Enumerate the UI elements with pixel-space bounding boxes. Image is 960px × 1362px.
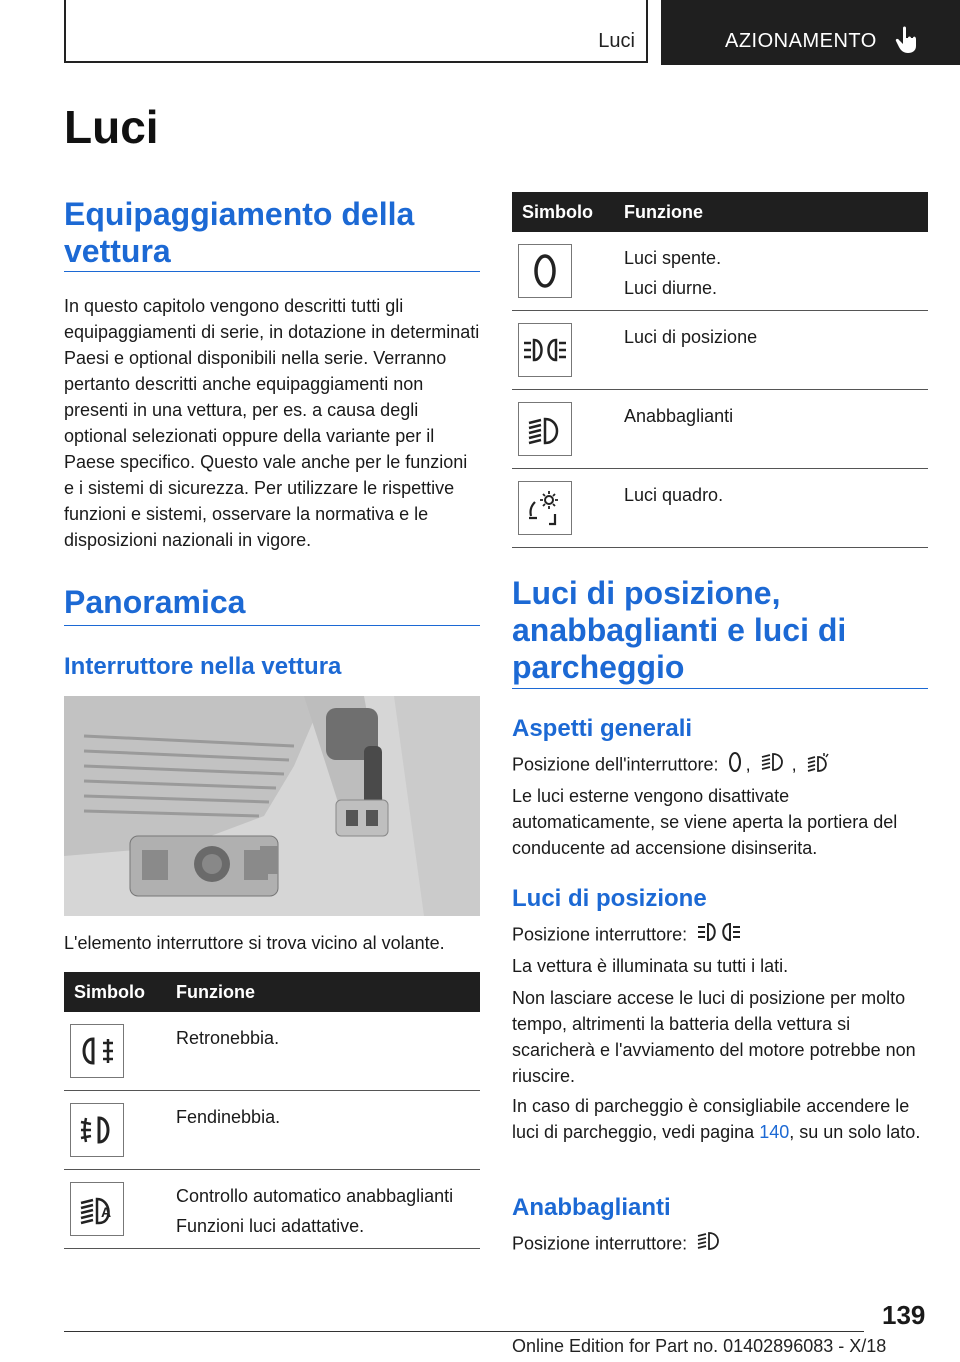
table-row [512, 311, 928, 390]
page-title: Luci [64, 101, 159, 153]
position-label: Posizione interruttore: [512, 1233, 688, 1254]
table-header-symbol: Simbolo [512, 192, 614, 232]
parking-light-icon [696, 921, 742, 950]
subheading-interruttore: Interruttore nella vettura [64, 653, 342, 680]
hand-pointer-icon [895, 26, 919, 59]
parking-position-line [512, 921, 928, 950]
zero-position-icon [728, 751, 742, 780]
low-beam-icon [760, 751, 788, 780]
position-label: Posizione interruttore: [512, 924, 688, 945]
low-beam-icon [696, 1230, 724, 1259]
heading-luci-posizione-anabbaglianti: Luci di posizione, anabbaglianti e luci di parcheggio [512, 575, 847, 685]
function-text: Luci di posizione [624, 327, 758, 347]
auto-low-beam-icon [806, 751, 832, 780]
function-text: Retronebbia. [176, 1028, 280, 1048]
parking-text-3b: , su un solo lato. [789, 1122, 921, 1142]
table-row [64, 1012, 480, 1091]
low-beam-icon [518, 402, 572, 456]
rear-fog-light-icon [70, 1024, 124, 1078]
page-number: 139 [882, 1300, 926, 1330]
heading-rule [512, 688, 928, 689]
zero-position-icon [518, 244, 572, 298]
header-chapter-label: AZIONAMENTO [725, 30, 877, 52]
table-header-function: Funzione [614, 192, 928, 232]
heading-rule [64, 271, 480, 272]
switch-panel-photo [64, 696, 480, 916]
separator: , [745, 754, 751, 775]
footer-rule [64, 1331, 864, 1332]
header-frame [64, 0, 648, 63]
table-row [512, 469, 928, 548]
table-row [64, 1091, 480, 1170]
heading-equipaggiamento: Equipaggiamento della vettura [64, 196, 415, 269]
table-row [64, 1170, 480, 1249]
parking-text-3a: In caso di parcheggio è consigliabile accendere le luci di parcheggio, vedi pagina [512, 1096, 910, 1142]
function-text: Luci diurne. [624, 278, 718, 298]
header-section-title: Luci [598, 30, 635, 52]
parking-text-2: Non lasciare accese le luci di posizione per molto tempo, altrimenti la batteria della vettura si scaricherà e l'avviamento del motore potrebbe non riuscire. [512, 988, 916, 1086]
page-reference-link[interactable]: 140 [759, 1122, 790, 1142]
position-label: Posizione dell'interruttore: [512, 754, 719, 775]
function-text: Funzioni luci adattative. [176, 1216, 365, 1236]
auto-low-beam-icon [70, 1182, 124, 1236]
function-text: Anabbaglianti [624, 406, 734, 426]
front-fog-light-icon [70, 1103, 124, 1157]
heading-panoramica: Panoramica [64, 584, 246, 620]
symbol-table-right [512, 192, 928, 548]
parking-light-icon [518, 323, 572, 377]
general-paragraph: Le luci esterne vengono disattivate automaticamente, se viene aperta la portiera del conducente ad accensione disinserita. [512, 786, 898, 858]
lowbeam-position-line [512, 1230, 928, 1259]
header-chapter-tab[interactable] [661, 0, 960, 65]
function-text: Luci quadro. [624, 485, 724, 505]
instrument-lighting-icon [518, 481, 572, 535]
footer-text: Online Edition for Part no. 01402896083 - X/18 [512, 1336, 887, 1356]
subheading-aspetti-generali: Aspetti generali [512, 715, 693, 742]
table-row [512, 232, 928, 311]
equip-paragraph: In questo capitolo vengono descritti tutti gli equipaggiamenti di serie, in dotazione in determinati Paesi e optional disponibili nella serie. Verranno pertanto descritti anche equipaggiamenti non presenti in una vettura, per es. a causa degli optional selezionati oppure della variante per il Paese specifico. Questo vale anche per le funzioni e i sistemi di sicurezza. Per utilizzare le rispettive funzioni e sistemi, osservare la normativa e le disposizioni nazionali in vigore. [64, 296, 480, 550]
heading-rule [64, 625, 480, 626]
switch-positions-line [512, 751, 928, 780]
svg-text:A: A [101, 1204, 112, 1220]
function-text: Controllo automatico anabbaglianti [176, 1186, 454, 1206]
function-text: Fendinebbia. [176, 1107, 281, 1127]
table-row [512, 390, 928, 469]
subheading-luci-posizione: Luci di posizione [512, 885, 707, 912]
table-header-function: Funzione [166, 972, 480, 1012]
parking-text-3 [512, 1093, 928, 1145]
function-text: Luci spente. [624, 248, 722, 268]
table-header-symbol: Simbolo [64, 972, 166, 1012]
symbol-table-left [64, 972, 480, 1249]
parking-text-1: La vettura è illuminata su tutti i lati. [512, 956, 789, 976]
photo-caption: L'elemento interruttore si trova vicino al volante. [64, 933, 445, 953]
separator: , [791, 754, 797, 775]
subheading-anabbaglianti: Anabbaglianti [512, 1194, 671, 1221]
